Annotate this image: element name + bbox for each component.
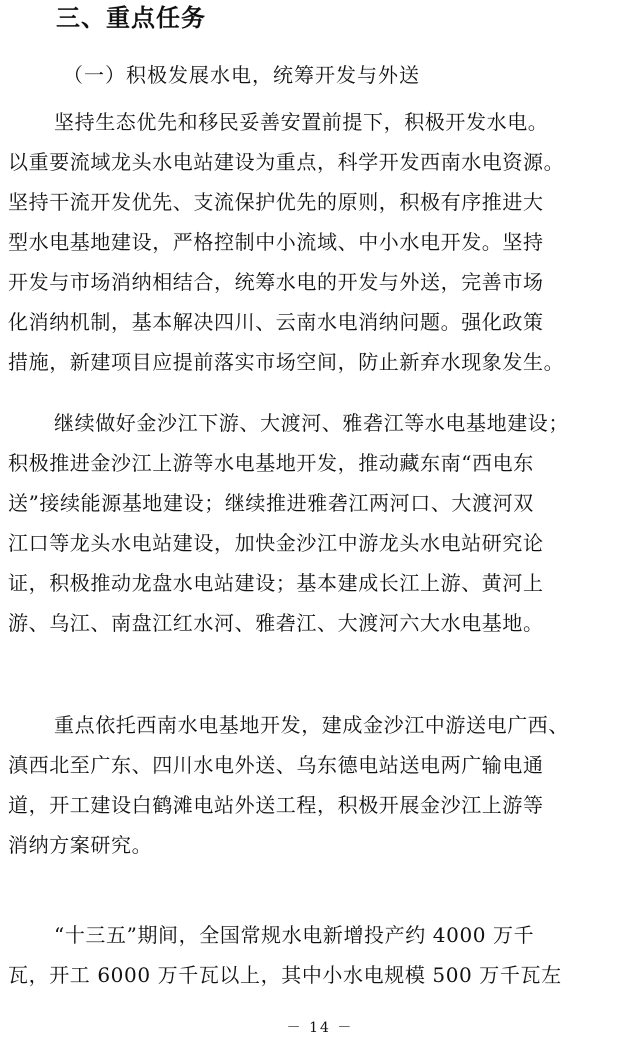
- page-number: － 14 －: [286, 1020, 354, 1036]
- paragraph-4: [8, 915, 624, 995]
- paragraph-line: 继续做好金沙江下游、大渡河、雅砻江等水电基地建设；: [54, 411, 569, 435]
- paragraph-line: 道，开工建设白鹤滩电站外送工程，积极开展金沙江上游等: [8, 793, 544, 817]
- paragraph-line: 游、乌江、南盘江红水河、雅砻江、大渡河六大水电基地。: [8, 611, 544, 635]
- paragraph-line: 消纳方案研究。: [8, 833, 153, 857]
- paragraph-line: 积极推进金沙江上游等水电基地开发，推动藏东南“西电东: [8, 451, 534, 475]
- subsection-heading: （一）积极发展水电，统筹开发与外送: [63, 63, 420, 87]
- paragraph-line: 开发与市场消纳相结合，统筹水电的开发与外送，完善市场: [8, 270, 544, 294]
- paragraph-line: 坚持干流开发优先、支流保护优先的原则，积极有序推进大: [8, 190, 544, 214]
- paragraph-3: [8, 705, 624, 865]
- paragraph-line: 滇西北至广东、四川水电外送、乌东德电站送电两广输电通: [8, 753, 544, 777]
- paragraph-line: 证，积极推动龙盘水电站建设；基本建成长江上游、黄河上: [8, 571, 544, 595]
- paragraph-line: 重点依托西南水电基地开发，建成金沙江中游送电广西、: [54, 713, 569, 737]
- paragraph-line: 以重要流域龙头水电站建设为重点，科学开发西南水电资源。: [8, 150, 565, 174]
- paragraph-2: [8, 403, 624, 643]
- section-heading: 三、重点任务: [56, 4, 206, 32]
- paragraph-line: 措施，新建项目应提前落实市场空间，防止新弃水现象发生。: [8, 350, 565, 374]
- paragraph-line: 送”接续能源基地建设；继续推进雅砻江两河口、大渡河双: [8, 491, 534, 515]
- paragraph-line: 瓦，开工 6000 万千瓦以上，其中小水电规模 500 万千瓦左: [8, 963, 562, 987]
- paragraph-line: 坚持生态优先和移民妥善安置前提下，积极开发水电。: [54, 110, 549, 134]
- paragraph-line: 型水电基地建设，严格控制中小流域、中小水电开发。坚持: [8, 230, 544, 254]
- paragraph-1: [8, 102, 624, 382]
- paragraph-line: 江口等龙头水电站建设，加快金沙江中游龙头水电站研究论: [8, 531, 544, 555]
- paragraph-line: 化消纳机制，基本解决四川、云南水电消纳问题。强化政策: [8, 310, 544, 334]
- paragraph-line: “十三五”期间，全国常规水电新增投产约 4000 万千: [54, 923, 535, 947]
